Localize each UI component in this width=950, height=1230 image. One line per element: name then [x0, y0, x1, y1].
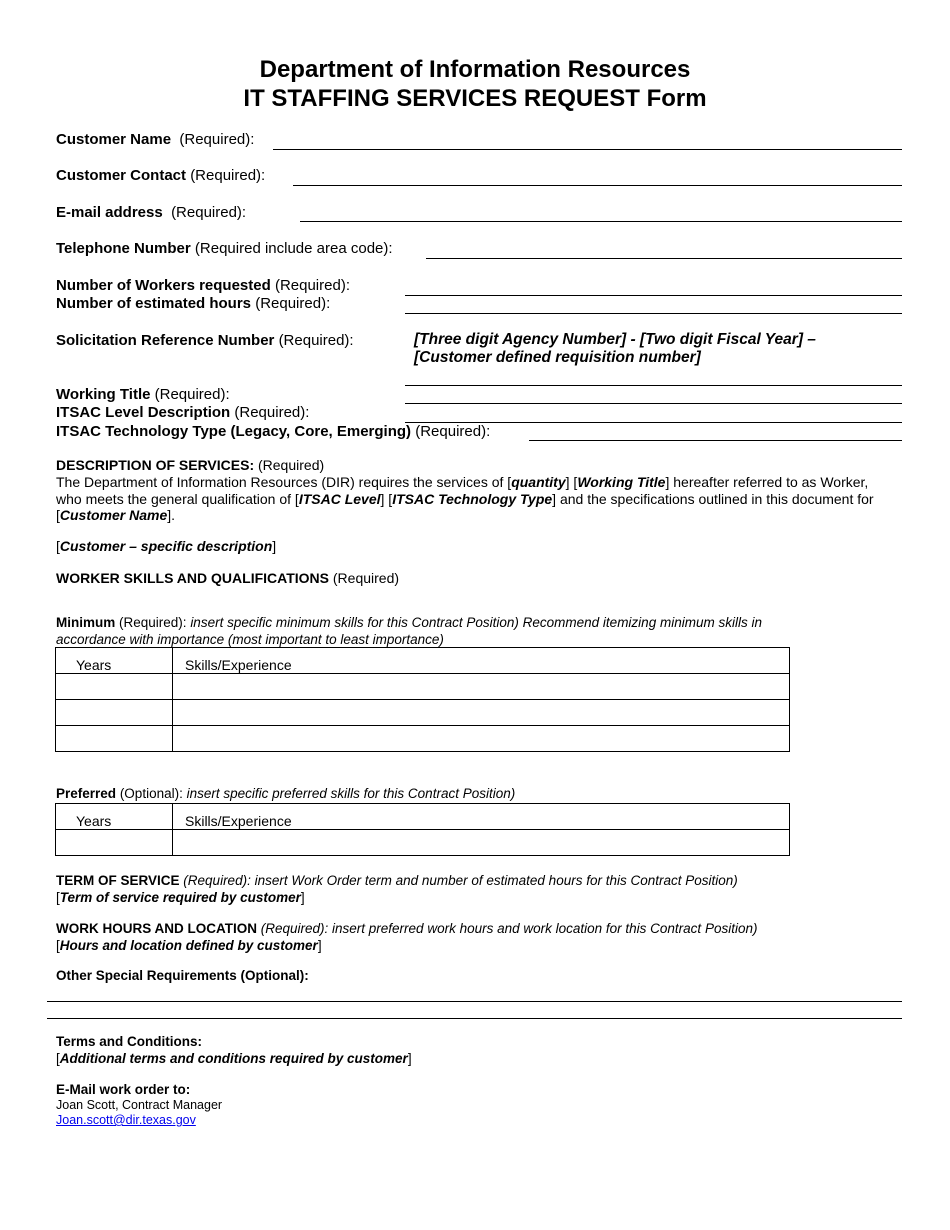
term-of-service: TERM OF SERVICE (Required): insert Work Order term and number of estimated hours for this Contract Position) [Term of service required by customer] [56, 873, 738, 905]
hours-label: Number of estimated hours (Required): [56, 295, 331, 312]
work-hours-location: WORK HOURS AND LOCATION (Required): insert preferred work hours and work location for this Contract Position) [Hours and location defined by customer] [56, 921, 758, 953]
customer-name-label: Customer Name (Required): [56, 131, 255, 148]
itsac-tech-label: ITSAC Technology Type (Legacy, Core, Emerging) (Required): [56, 423, 491, 440]
solicitation-value-line2: [Customer defined requisition number] [414, 349, 701, 366]
page-subtitle: IT STAFFING SERVICES REQUEST Form [243, 85, 707, 112]
email-field[interactable] [300, 221, 902, 222]
itsac-tech-field[interactable] [529, 440, 902, 441]
skills-cell[interactable] [173, 830, 790, 856]
email-label: E-mail address (Required): [56, 204, 247, 221]
solicitation-field[interactable] [405, 385, 902, 386]
skills-heading: WORKER SKILLS AND QUALIFICATIONS (Required) [56, 570, 400, 586]
itsac-level-field[interactable] [405, 422, 902, 423]
customer-name-field[interactable] [273, 149, 902, 150]
skills-cell[interactable] [173, 726, 790, 752]
other-requirements-heading: Other Special Requirements (Optional): [56, 968, 309, 983]
table-header-row [56, 804, 790, 830]
table-row [56, 830, 790, 856]
minimum-skills-table [55, 647, 790, 752]
years-cell[interactable] [56, 830, 173, 856]
years-header: Years [56, 804, 173, 830]
description-heading: DESCRIPTION OF SERVICES: (Required) [56, 457, 325, 473]
hours-field[interactable] [405, 313, 902, 314]
workers-label: Number of Workers requested (Required): [56, 277, 350, 294]
years-cell[interactable] [56, 700, 173, 726]
description-text: The Department of Information Resources (DIR) requires the services of [quantity] [Working Title] hereafter referred to as Worker, who meets the general qualification of [ITSAC Level] [ITSAC Technology Type] and the specifications outlined in this document for [Customer Name]. [56, 474, 874, 523]
contact-name: Joan Scott, Contract Manager [56, 1098, 223, 1112]
working-title-field[interactable] [405, 403, 902, 404]
customer-specific-description: [Customer – specific description] [56, 538, 277, 554]
telephone-label: Telephone Number (Required include area code): [56, 240, 393, 257]
solicitation-label: Solicitation Reference Number (Required): [56, 332, 354, 349]
years-cell[interactable] [56, 726, 173, 752]
telephone-field[interactable] [426, 258, 902, 259]
workers-field[interactable] [405, 295, 902, 296]
years-cell[interactable] [56, 674, 173, 700]
skills-header: Skills/Experience [173, 648, 790, 674]
itsac-level-label: ITSAC Level Description (Required): [56, 404, 310, 421]
contact-email-link[interactable]: Joan.scott@dir.texas.gov [56, 1113, 196, 1127]
working-title-label: Working Title (Required): [56, 386, 230, 403]
years-header: Years [56, 648, 173, 674]
page-title: Department of Information Resources [259, 56, 691, 83]
email-to-heading: E-Mail work order to: [56, 1082, 191, 1097]
solicitation-value-line1: [Three digit Agency Number] - [Two digit Fiscal Year] – [414, 331, 816, 348]
other-requirements-field-1[interactable] [47, 1001, 902, 1002]
skills-header: Skills/Experience [173, 804, 790, 830]
customer-contact-field[interactable] [293, 185, 902, 186]
skills-cell[interactable] [173, 700, 790, 726]
table-row [56, 726, 790, 752]
preferred-skills-note: Preferred (Optional): insert specific preferred skills for this Contract Position) [56, 786, 516, 801]
table-row [56, 674, 790, 700]
skills-cell[interactable] [173, 674, 790, 700]
terms-and-conditions: Terms and Conditions: [Additional terms and conditions required by customer] [56, 1034, 412, 1066]
other-requirements-field-2[interactable] [47, 1018, 902, 1019]
preferred-skills-table [55, 803, 790, 856]
table-header-row [56, 648, 790, 674]
table-row [56, 700, 790, 726]
minimum-skills-note: Minimum (Required): insert specific minimum skills for this Contract Position) Recommend itemizing minimum skills in accordance with importance (most important to least importance) [56, 615, 762, 647]
customer-contact-label: Customer Contact (Required): [56, 167, 266, 184]
